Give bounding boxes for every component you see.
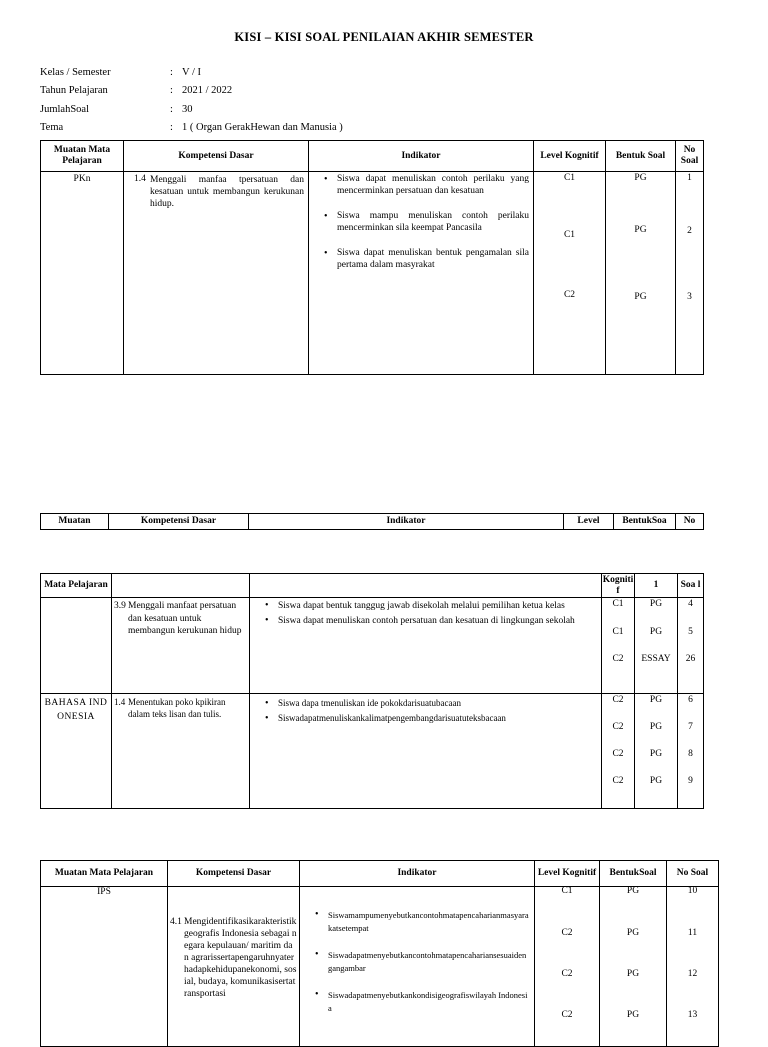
header-kd: Kompetensi Dasar — [168, 861, 300, 887]
kisi-table-ips — [40, 860, 719, 1047]
level-value: C2 — [612, 695, 624, 705]
indicator-item: • Siswa dapat menuliskan contoh persatuan dan kesatuan di lingkungan sekolah — [278, 615, 597, 627]
no-value: 3 — [687, 292, 692, 302]
no-value: 11 — [687, 928, 698, 938]
level-value: C2 — [561, 1010, 573, 1020]
level-cell — [602, 598, 635, 694]
bentuk-value: PG — [626, 928, 640, 938]
level-value: C1 — [563, 230, 576, 240]
level-cell — [534, 172, 606, 375]
indikator-cell — [309, 172, 534, 375]
kisi-table-pkn-bi — [40, 573, 704, 809]
meta-value: 30 — [182, 103, 193, 115]
no-cell — [678, 694, 704, 809]
level-value: C2 — [563, 290, 576, 300]
level-cell — [602, 694, 635, 809]
meta-value: V / I — [182, 66, 202, 78]
header-kd-empty — [112, 574, 250, 598]
mapel-cell: PKn — [41, 172, 124, 375]
bentuk-value: PG — [634, 292, 647, 302]
indikator-cell — [250, 694, 602, 809]
header-kognitif: Kogniti f — [602, 574, 634, 596]
bentuk-value: PG — [626, 886, 640, 896]
header-indikator: Indikator — [249, 514, 564, 530]
indicator-item: • Siswamampumenyebutkancontohmatapencaharianmasyarakatsetempat — [328, 909, 530, 934]
kd-text: Mengidentifikasikarakteristikgeografis Indonesia sebagai negara kepulauan/ maritim dan agrarissertapengaruhnyaterhadapkehidupanekonomi, sosial, budaya, komunikasisertatransportasi — [184, 917, 297, 999]
kd-number: 1.4 — [114, 697, 126, 707]
mapel-cell — [41, 598, 112, 694]
indicator-item: • Siswa dapat menuliskan contoh perilaku yang mencerminkan persatuan dan kesatuan — [337, 174, 529, 197]
no-value: 4 — [688, 599, 693, 609]
bentuk-value: PG — [649, 749, 663, 759]
no-value: 8 — [688, 749, 693, 759]
no-value: 5 — [688, 627, 693, 637]
table-row — [41, 172, 704, 375]
no-value: 12 — [687, 969, 698, 979]
no-value: 6 — [688, 695, 693, 705]
kd-number: 3.9 — [114, 601, 126, 611]
meta-row-jumlah — [40, 100, 343, 119]
header-bentuk: 1 — [635, 574, 678, 598]
meta-value: 1 ( Organ GerakHewan dan Manusia ) — [182, 122, 343, 134]
meta-colon: : — [170, 85, 173, 97]
kd-text: Menentukan poko kpikiran dalam teks lisan dan tulis. — [128, 697, 226, 719]
meta-value: 2021 / 2022 — [182, 85, 233, 97]
level-value: C1 — [561, 886, 573, 896]
page-title: KISI – KISI SOAL PENILAIAN AKHIR SEMESTER — [234, 30, 534, 44]
level-value: C2 — [561, 928, 573, 938]
meta-colon: : — [170, 122, 173, 134]
table-row — [41, 694, 704, 809]
meta-label: Tema — [40, 122, 64, 134]
kd-cell — [168, 887, 300, 1047]
level-value: C1 — [563, 173, 576, 183]
kd-number: 4.1 — [170, 917, 182, 927]
level-value: C1 — [612, 627, 624, 637]
no-cell — [676, 172, 704, 375]
kd-cell — [112, 598, 250, 694]
indicator-item: • Siswa dapat menuliskan bentuk pengamalan sila pertama dalam masyrakat — [337, 248, 529, 271]
header-no: No Soal — [667, 861, 719, 887]
header-mapel: Muatan Mata Pelajaran — [41, 141, 124, 172]
header-indikator-empty — [250, 574, 602, 598]
level-value: C2 — [612, 654, 624, 664]
header-indikator: Indikator — [309, 141, 534, 172]
bentuk-value: ESSAY — [641, 654, 671, 664]
bentuk-value: PG — [649, 599, 663, 609]
no-value: 13 — [687, 1010, 698, 1020]
header-no: No Soal — [676, 141, 704, 172]
header-bentuk: BentukSoal — [600, 861, 667, 887]
header-bentuk: Bentuk Soal — [606, 141, 676, 172]
indikator-cell — [250, 598, 602, 694]
kisi-table-pkn — [40, 140, 704, 375]
indicator-item: • Siswadapatmenuliskankalimatpengembangdarisuatuteksbacaan — [278, 711, 597, 726]
indicator-item: • Siswadapatmenyebutkankondisigeografiswilayah Indonesia — [328, 989, 530, 1014]
kd-number: 1.4 — [134, 174, 146, 184]
header-soal: Soa l — [678, 574, 704, 598]
header-level: Level Kognitif — [534, 141, 606, 172]
level-value: C2 — [561, 969, 573, 979]
header-no: No — [676, 514, 704, 530]
document-meta — [40, 63, 343, 137]
bentuk-value: PG — [649, 627, 663, 637]
bentuk-value: PG — [634, 173, 647, 183]
indicator-item: • Siswa dapa tmenuliskan ide pokokdarisuatubacaan — [278, 696, 597, 711]
kd-cell — [112, 694, 250, 809]
meta-row-kelas — [40, 63, 343, 82]
indicator-item: • Siswadapatmenyebutkancontohmatapencahariansesuaidengangambar — [328, 949, 530, 974]
bentuk-cell — [635, 598, 678, 694]
level-cell — [535, 887, 600, 1047]
bentuk-cell — [635, 694, 678, 809]
header-kd: Kompetensi Dasar — [109, 514, 249, 530]
meta-colon: : — [170, 66, 173, 78]
bentuk-cell — [600, 887, 667, 1047]
no-value: 2 — [687, 226, 692, 236]
header-mapel: Muatan Mata Pelajaran — [41, 861, 168, 887]
meta-row-tahun — [40, 82, 343, 101]
header-bentuk: BentukSoa — [614, 514, 676, 530]
level-value: C2 — [612, 749, 624, 759]
kd-cell — [124, 172, 309, 375]
level-value: C2 — [612, 776, 624, 786]
meta-label: Tahun Pelajaran — [40, 85, 108, 97]
no-cell — [667, 887, 719, 1047]
level-value: C1 — [612, 599, 624, 609]
no-value: 26 — [685, 654, 696, 664]
no-value: 7 — [688, 722, 693, 732]
header-indikator: Indikator — [300, 861, 535, 887]
indicator-item: • Siswa dapat bentuk tanggug jawab disekolah melalui pemilihan ketua kelas — [278, 600, 597, 612]
bentuk-value: PG — [626, 1010, 640, 1020]
kd-text: Menggali manfaa tpersatuan dan kesatuan untuk membangun kerukunan hidup. — [150, 175, 304, 209]
bentuk-value: PG — [649, 776, 663, 786]
meta-label: JumlahSoal — [40, 103, 89, 115]
header-kd: Kompetensi Dasar — [124, 141, 309, 172]
mapel-cell: BAHASA INDONESIA — [41, 694, 112, 809]
no-cell — [678, 598, 704, 694]
table-row — [41, 598, 704, 694]
bentuk-value: PG — [649, 695, 663, 705]
bentuk-value: PG — [634, 225, 647, 235]
kisi-table-header — [40, 513, 704, 530]
indicator-item: • Siswa mampu menuliskan contoh perilaku mencerminkan sila keempat Pancasila — [337, 211, 529, 234]
header-level: Level — [564, 514, 614, 530]
level-value: C2 — [612, 722, 624, 732]
header-muatan: Muatan — [41, 514, 109, 530]
kd-text: Menggali manfaat persatuan dan kesatuan untuk membangun kerukunan hidup — [128, 601, 242, 636]
table-row — [41, 887, 719, 1047]
header-mapel: Mata Pelajaran — [41, 574, 112, 598]
mapel-cell: IPS — [41, 887, 168, 1047]
meta-colon: : — [170, 103, 173, 115]
bentuk-cell — [606, 172, 676, 375]
meta-row-tema — [40, 119, 343, 138]
no-value: 1 — [687, 173, 692, 183]
no-value: 10 — [687, 886, 698, 896]
header-level: Level Kognitif — [535, 861, 600, 887]
no-value: 9 — [688, 776, 693, 786]
indikator-cell — [300, 887, 535, 1047]
meta-label: Kelas / Semester — [40, 66, 111, 78]
bentuk-value: PG — [649, 722, 663, 732]
bentuk-value: PG — [626, 969, 640, 979]
